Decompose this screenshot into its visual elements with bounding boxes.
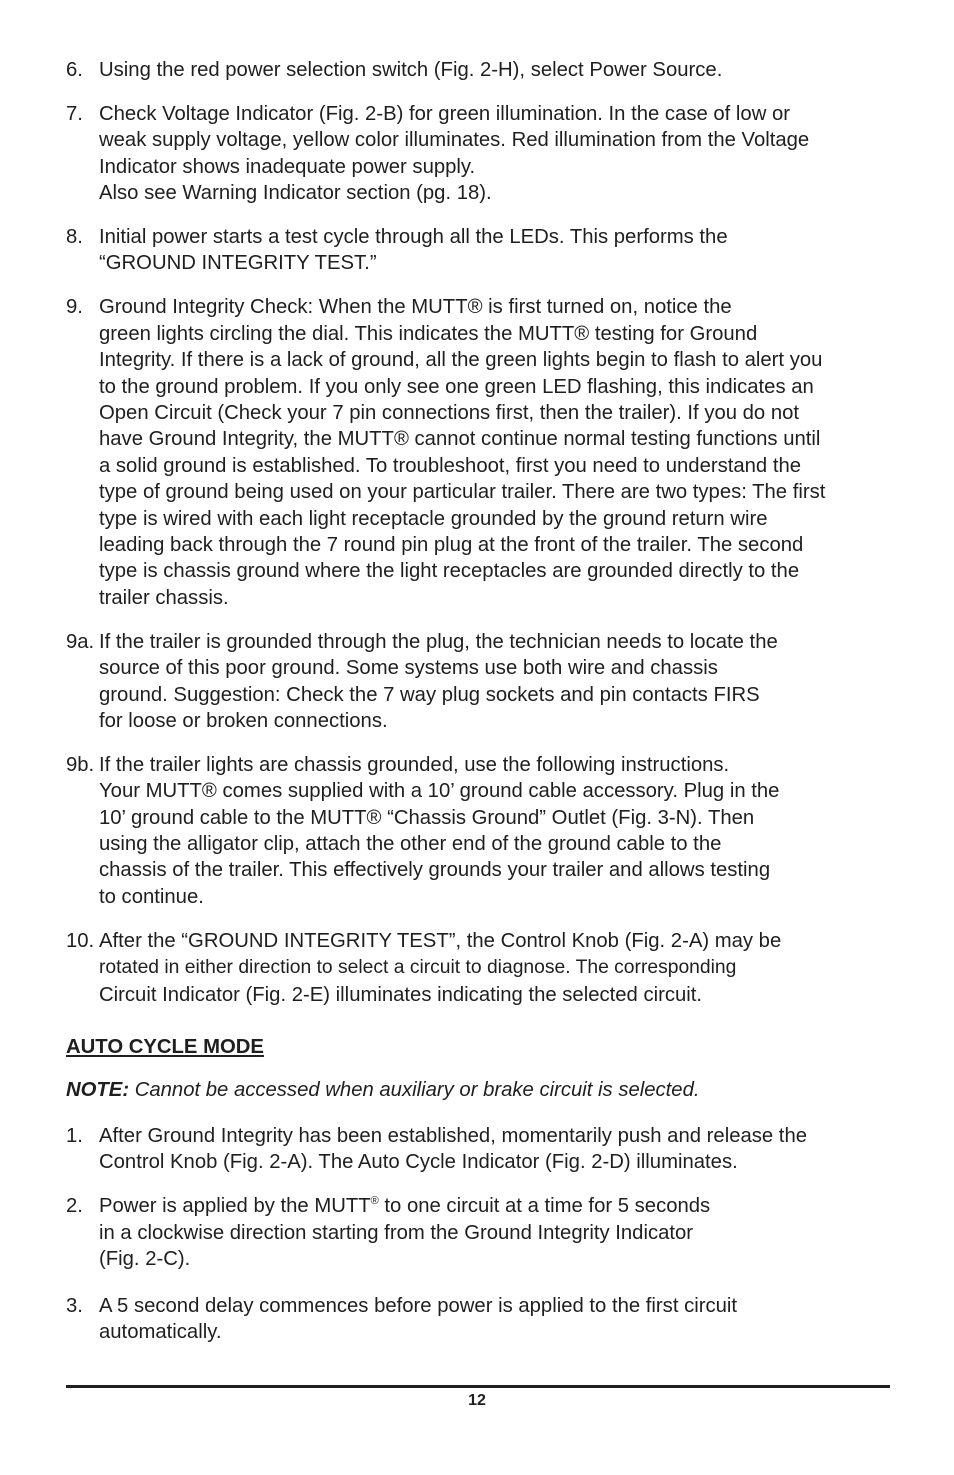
list-item-text: If the trailer is grounded through the plug, the technician needs to locate the source of this poor ground. Some systems use both wire and chassis ground. Suggestion: Check the 7 way plug sockets and pin contacts FIRS for loose or broken connections.	[99, 630, 778, 732]
list-item-number: 9.	[66, 296, 83, 319]
list-item	[66, 294, 890, 611]
list-item-number: 3.	[66, 1294, 83, 1317]
note	[66, 1077, 890, 1103]
list-item	[66, 752, 890, 910]
list-item-number: 6.	[66, 59, 83, 81]
list-item-number: 9b.	[66, 753, 95, 776]
list-item-text: Ground Integrity Check: When the MUTT® is first turned on, notice the green lights circling the dial. This indicates the MUTT® testing for Ground Integrity. If there is a lack of ground, all the green lights begin to flash to alert you to the ground problem. If you only see one green LED flashing, this indicates an Open Circuit (Check your 7 pin connections first, then the trailer). If you do not have Ground Integrity, the MUTT® cannot continue normal testing functions until a solid ground is established. To troubleshoot, first you need to understand the type of ground being used on your particular trailer. There are two types: The first type is wired with each light receptacle grounded by the ground return wire leading back through the 7 round pin plug at the front of the trailer. The second type is chassis ground where the light receptacles are grounded directly to the trailer chassis.	[99, 296, 826, 609]
list-item-text: If the trailer lights are chassis grounded, use the following instructions. Your MUTT® comes supplied with a 10’ ground cable accessory. Plug in the 10’ ground cable to the MUTT® “Chassis Ground” Outlet (Fig. 3-N). Then using the alligator clip, attach the other end of the ground cable to the chassis of the trailer. This effectively grounds your trailer and allows testing to continue.	[99, 753, 780, 908]
registered-mark: ®	[370, 1195, 379, 1208]
list-item-text: Check Voltage Indicator (Fig. 2-B) for green illumination. In the case of low or weak supply voltage, yellow color illuminates. Red illumination from the Voltage Indicator shows inadequate power supply. Also see Warning Indicator section (pg. 18).	[99, 102, 810, 205]
list-item	[66, 928, 890, 1008]
list-item	[66, 1293, 890, 1346]
list-item	[66, 1123, 890, 1176]
list-item-number: 7.	[66, 102, 83, 125]
list-item-number: 8.	[66, 226, 83, 249]
list-item-text: Power is applied by the MUTT® to one circuit at a time for 5 seconds in a clockwise direction starting from the Ground Integrity Indicator (Fig. 2-C).	[99, 1195, 711, 1271]
section-heading: AUTO CYCLE MODE	[66, 1036, 264, 1058]
list-item-number: 1.	[66, 1125, 83, 1147]
list-item-text: After the “GROUND INTEGRITY TEST”, the Control Knob (Fig. 2-A) may be rotated in either direction to select a circuit to diagnose. The corresponding Circuit Indicator (Fig. 2-E) illuminates indicating the selected circuit.	[99, 929, 782, 1006]
list-item-text: After Ground Integrity has been established, momentarily push and release the Control Knob (Fig. 2-A). The Auto Cycle Indicator (Fig. 2-D) illuminates.	[99, 1125, 808, 1174]
note-label: NOTE:	[66, 1079, 130, 1101]
list-item	[66, 1193, 890, 1272]
list-item-text: Initial power starts a test cycle through all the LEDs. This performs the “GROUND INTEGRITY TEST.”	[99, 226, 728, 275]
list-item-number: 9a.	[66, 630, 95, 653]
footer-rule	[66, 1385, 890, 1388]
list-item	[66, 101, 890, 207]
page-content	[66, 57, 890, 1363]
page-number: 12	[468, 1392, 486, 1409]
list-item-text: A 5 second delay commences before power is applied to the first circuit automatically.	[99, 1294, 738, 1343]
note-text: Cannot be accessed when auxiliary or brake circuit is selected.	[129, 1079, 700, 1101]
list-item-number: 2.	[66, 1195, 83, 1218]
list-item-number: 10.	[66, 929, 95, 952]
list-item-text: Using the red power selection switch (Fig. 2-H), select Power Source.	[99, 59, 723, 81]
list-item	[66, 629, 890, 735]
list-item	[66, 57, 890, 83]
list-item	[66, 224, 890, 277]
